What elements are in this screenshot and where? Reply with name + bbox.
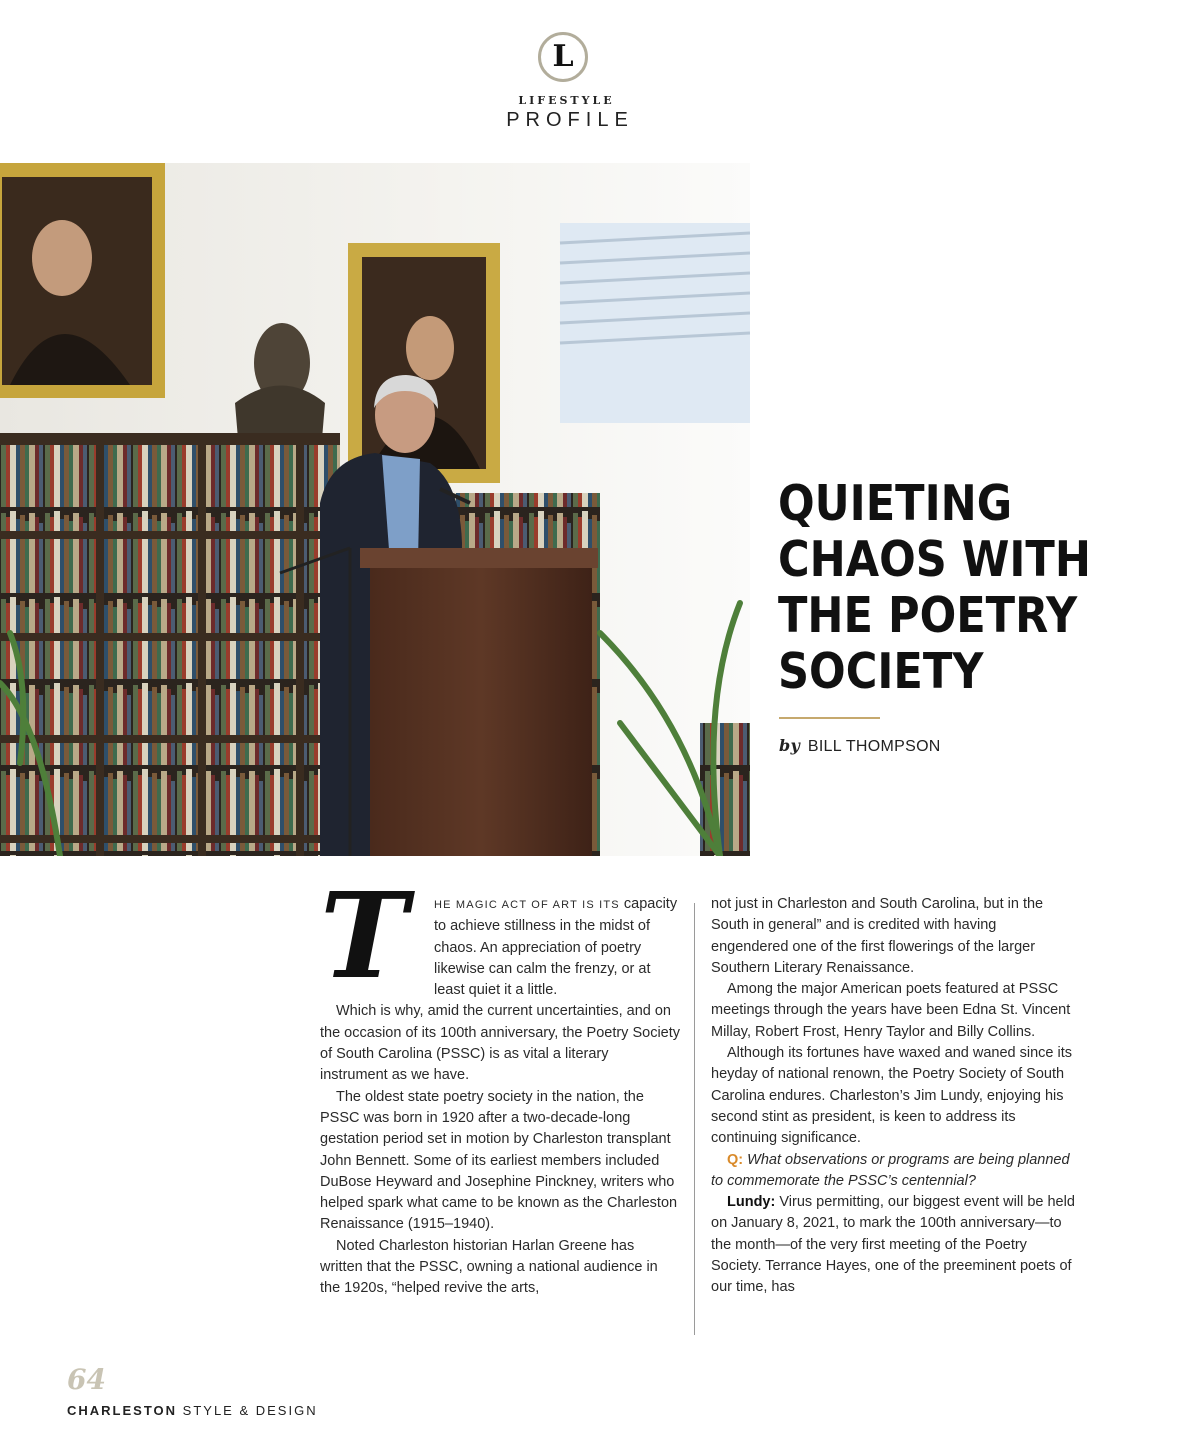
body-paragraph: Among the major American poets featured at PSSC meetings through the years have been Edna St. Vincent Millay, Robert Frost, Henry Taylor and Billy Collins. [711,981,1071,1040]
article-title [778,476,1130,700]
title-line: THE POETRY [778,587,1078,644]
lead-smallcaps: HE MAGIC ACT OF ART IS ITS [434,899,620,911]
lead-paragraph [320,866,680,1005]
body-paragraph: Although its fortunes have waxed and waned since its heyday of national renown, the Poetry Society of South Carolina endures. Charleston’s Jim Lundy, enjoying his second stint as president, is keen to address its continuing significance. [711,1045,1072,1147]
answer-text: Virus permitting, our biggest event will be held on January 8, 2021, to mark the 100th anniversary—to the month—of the very first meeting of the Poetry Society. Terrance Hayes, one of the preeminent poets of our time, has [711,1194,1075,1296]
title-line: CHAOS WITH [778,531,1091,588]
question-text: What observations or programs are being planned to commemorate the PSSC’s centennial? [711,1151,1070,1189]
body-paragraph: not just in Charleston and South Carolina, but in the South in general” and is credited with having engendered one of the first flowerings of the larger Southern Literary Renaissance. [711,896,1044,976]
body-column-1 [320,866,681,1300]
answer-label: Lundy: [727,1194,776,1211]
question-label: Q: [727,1151,744,1168]
photo-poet-at-podium [0,163,750,856]
byline [779,736,941,756]
subsection-label: PROFILE [506,109,634,131]
body-paragraph: The oldest state poetry society in the nation, the PSSC was born in 1920 after a two-decade-long gestation period set in motion by Charleston transplant John Bennett. Some of its earliest members included DuBose Heyward and Josephine Pinckney, writers who helped spark what came to be known as the Charleston Renaissance (1915–1940). [320,1088,678,1233]
question-paragraph [711,1150,1076,1193]
byline-prefix: by [779,736,801,755]
magazine-name-rest: STYLE & DESIGN [182,1403,318,1418]
lifestyle-logo [538,32,588,82]
magazine-name-bold: CHARLESTON [67,1403,178,1418]
answer-paragraph [711,1192,1076,1298]
section-label: LIFESTYLE [518,94,615,107]
logo-letter: L [552,39,574,74]
column-divider [694,903,695,1335]
page-number: 64 [67,1363,106,1396]
article-photo [0,163,750,856]
drop-cap: T [320,866,408,1005]
title-divider [779,717,880,719]
body-paragraph: Which is why, amid the current uncertainties, and on the occasion of its 100th anniversary, the Poetry Society of South Carolina (PSSC) is as vital a literary instrument as we have. [320,1003,681,1084]
title-line: SOCIETY [778,643,984,700]
author-name: BILL THOMPSON [807,738,941,755]
magazine-footer [67,1403,318,1418]
lead-text: capacity to achieve stillness in the midst of chaos. An appreciation of poetry likewise can calm the frenzy, or at least quiet it a little. [434,896,678,999]
body-paragraph: Noted Charleston historian Harlan Greene has written that the PSSC, owning a national audience in the 1920s, “helped revive the arts, [320,1237,658,1297]
title-line: QUIETING [778,475,1013,532]
body-column-2 [711,894,1076,1299]
